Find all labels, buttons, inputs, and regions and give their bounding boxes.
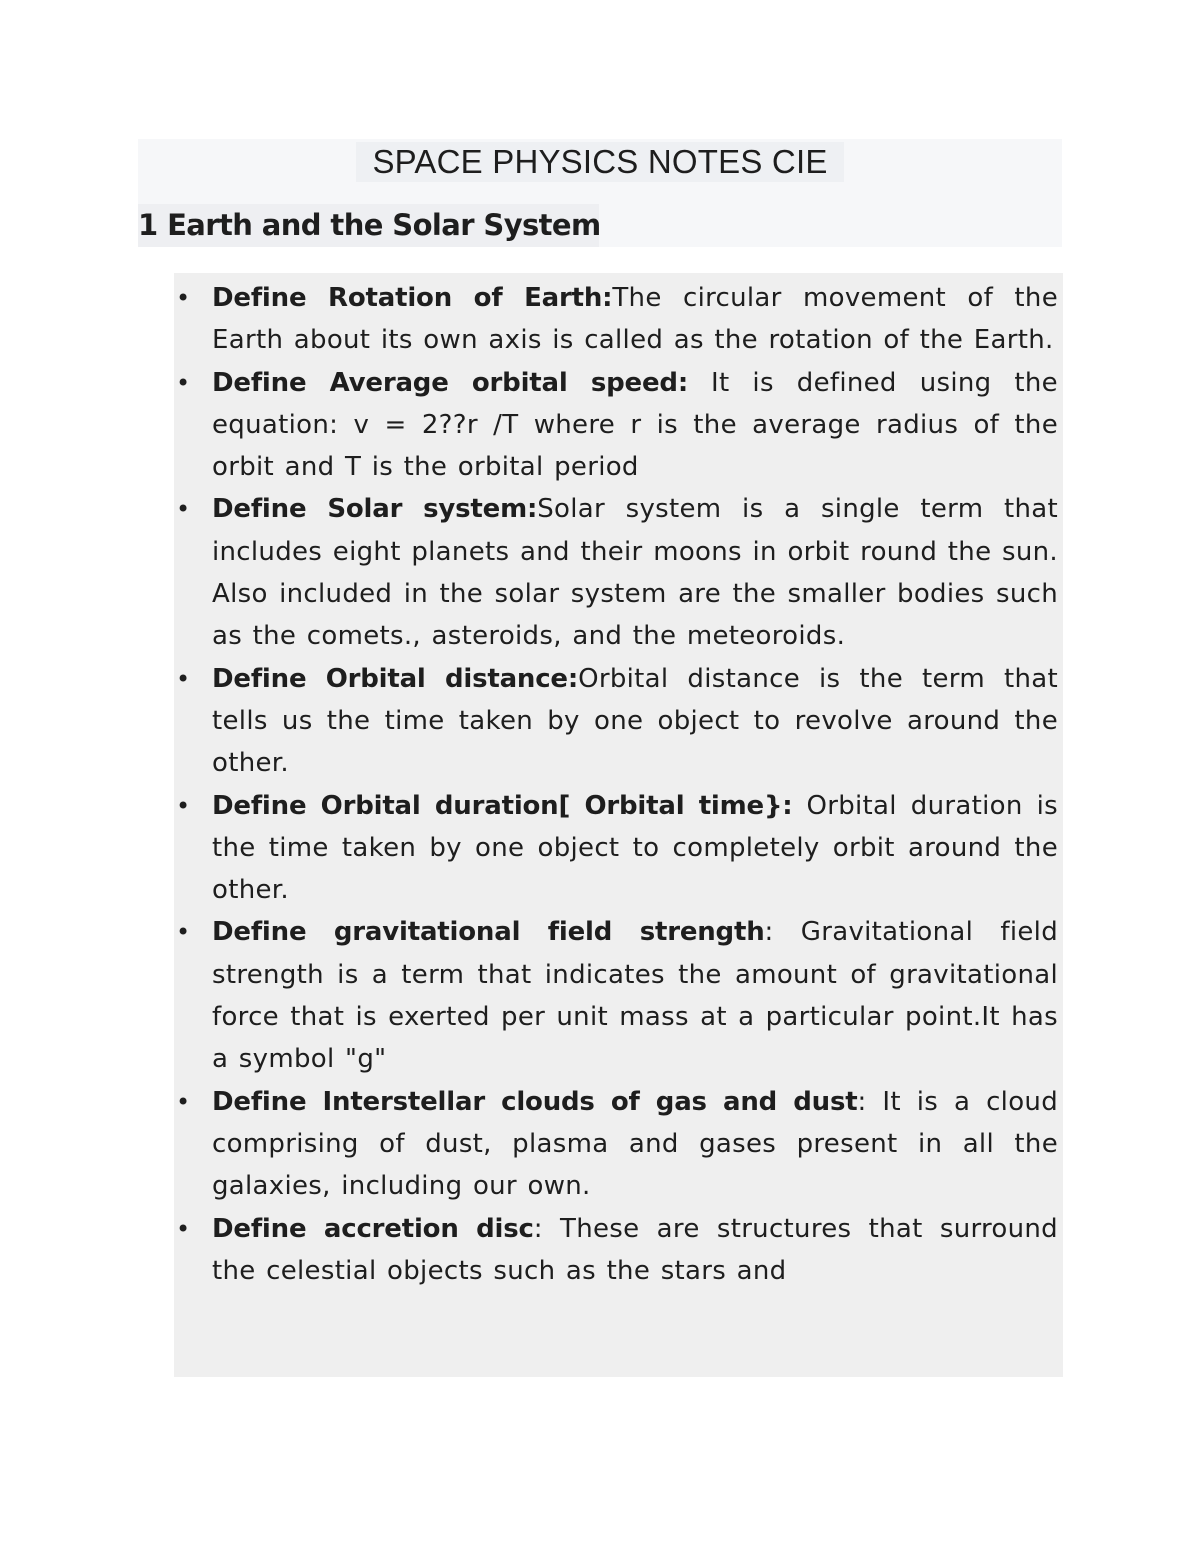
definition-item-orbital-duration bbox=[176, 785, 1058, 912]
definition-text: : Gravitational field strength is a term that indicates the amount of gravitational force that is exerted per unit mass at a particular point.It has a symbol "g" bbox=[212, 917, 1058, 1075]
document-title: SPACE PHYSICS NOTES CIE bbox=[356, 142, 844, 182]
definition-item-average-orbital-speed bbox=[176, 362, 1058, 489]
definition-term: Define Interstellar clouds of gas and dust bbox=[212, 1086, 858, 1117]
definition-term: Define Orbital duration[ Orbital time}: bbox=[212, 790, 793, 821]
definition-text: The circular movement of the Earth about its own axis is called as the rotation of the Earth. bbox=[212, 283, 1058, 356]
bullet-icon: • bbox=[176, 368, 191, 397]
bullet-icon: • bbox=[176, 1214, 191, 1243]
definition-text: Orbital distance is the term that tells us the time taken by one object to revolve around the other. bbox=[212, 663, 1058, 779]
definition-term: Define Orbital distance: bbox=[212, 663, 579, 694]
section-heading: 1 Earth and the Solar System bbox=[138, 204, 599, 247]
definition-term: Define accretion disc bbox=[212, 1213, 534, 1244]
definition-item-orbital-distance bbox=[176, 658, 1058, 785]
definitions-list bbox=[176, 277, 1058, 1292]
definition-text: Solar system is a single term that includes eight planets and their moons in orbit round the sun. Also included in the solar system are the smaller bodies such as the comets., asteroids, and the meteoroids. bbox=[212, 494, 1058, 652]
definition-text: : These are structures that surround the celestial objects such as the stars and bbox=[212, 1213, 1058, 1286]
definition-term: Define Average orbital speed: bbox=[212, 367, 689, 398]
bullet-icon: • bbox=[176, 284, 191, 312]
definition-item-gravitational-field-strength bbox=[176, 911, 1058, 1080]
definition-item-accretion-disc bbox=[176, 1208, 1058, 1293]
bullet-icon: • bbox=[176, 664, 191, 693]
definition-text: Orbital duration is the time taken by one object to completely orbit around the other. bbox=[212, 790, 1058, 906]
definition-term: Define Solar system: bbox=[212, 494, 538, 525]
definition-text: It is defined using the equation: v = 2??r /T where r is the average radius of the orbit and T is the orbital period bbox=[212, 367, 1058, 483]
bullet-icon: • bbox=[176, 918, 191, 947]
bullet-icon: • bbox=[176, 791, 191, 820]
definition-text: : It is a cloud comprising of dust, plasma and gases present in all the galaxies, including our own. bbox=[212, 1086, 1058, 1202]
definition-term: Define gravitational field strength bbox=[212, 917, 765, 948]
definition-term: Define Rotation of Earth: bbox=[212, 283, 613, 313]
definition-item-interstellar-clouds bbox=[176, 1081, 1058, 1208]
definition-item-solar-system bbox=[176, 488, 1058, 657]
definitions-block bbox=[174, 273, 1063, 1377]
bullet-icon: • bbox=[176, 1087, 191, 1116]
definition-item-rotation-of-earth bbox=[176, 277, 1058, 362]
bullet-icon: • bbox=[176, 495, 191, 524]
